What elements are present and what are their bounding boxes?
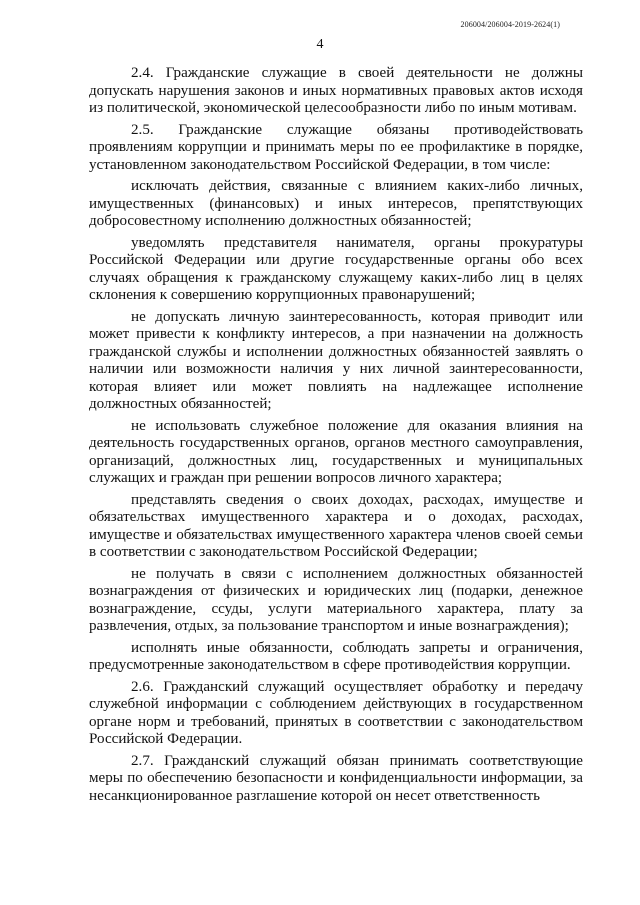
list-item-exclude-actions: исключать действия, связанные с влиянием каких-либо личных, имущественных (финансовых) и иных интересов, препятствующих добросовестному исполнению должностных обязанностей; (89, 178, 583, 229)
paragraph-2-6: 2.6. Гражданский служащий осуществляет обработку и передачу служебной информации с соблюдением действующих в государственном органе норм и требований, принятых в соответствии с законодательством Российской Федерации. (89, 678, 583, 747)
paragraph-2-7: 2.7. Гражданский служащий обязан принимать соответствующие меры по обеспечению безопасности и конфиденциальности информации, за несанкционированное разглашение которой он несет ответственность (89, 752, 583, 804)
page-number: 4 (316, 37, 324, 52)
document-id: 206004/206004-2019-2624(1) (460, 20, 560, 29)
paragraph-2-5: 2.5. Гражданские служащие обязаны противодействовать проявлениям коррупции и принимать меры по ее профилактике в порядке, установленном законодательством Российской Федерации, в том числе: (89, 121, 583, 173)
document-body (89, 65, 583, 805)
list-item-other-duties: исполнять иные обязанности, соблюдать запреты и ограничения, предусмотренные законодательством в сфере противодействия коррупции. (89, 639, 583, 673)
list-item-declare-income: представлять сведения о своих доходах, расходах, имуществе и обязательствах имущественного характера и о доходах, расходах, имуществе и обязательствах имущественного характера членов своей семьи в соответствии с законодательством Российской Федерации; (89, 491, 583, 560)
list-item-no-position-abuse: не использовать служебное положение для оказания влияния на деятельность государственных органов, органов местного самоуправления, организаций, должностных лиц, государственных и муниципальных служащих и граждан при решении вопросов личного характера; (89, 417, 583, 486)
paragraph-2-4: 2.4. Гражданские служащие в своей деятельности не должны допускать нарушения законов и иных нормативных правовых актов исходя из политической, экономической целесообразности либо по иным мотивам. (89, 65, 583, 116)
list-item-no-gifts: не получать в связи с исполнением должностных обязанностей вознаграждения от физических и юридических лиц (подарки, денежное вознаграждение, ссуды, услуги материального характера, плату за развлечения, отдых, за пользование транспортом и иные вознаграждения); (89, 565, 583, 634)
list-item-no-personal-interest: не допускать личную заинтересованность, которая приводит или может привести к конфликту интересов, а при назначении на должность гражданской службы и исполнении должностных обязанностей заявлять о наличии или возможности наличия у них личной заинтересованности, которая влияет или может повлиять на надлежащее исполнение должностных обязанностей; (89, 308, 583, 412)
list-item-notify-employer: уведомлять представителя нанимателя, органы прокуратуры Российской Федерации или другие государственные органы обо всех случаях обращения к гражданскому служащему каких-либо лиц в целях склонения к совершению коррупционных правонарушений; (89, 234, 583, 303)
